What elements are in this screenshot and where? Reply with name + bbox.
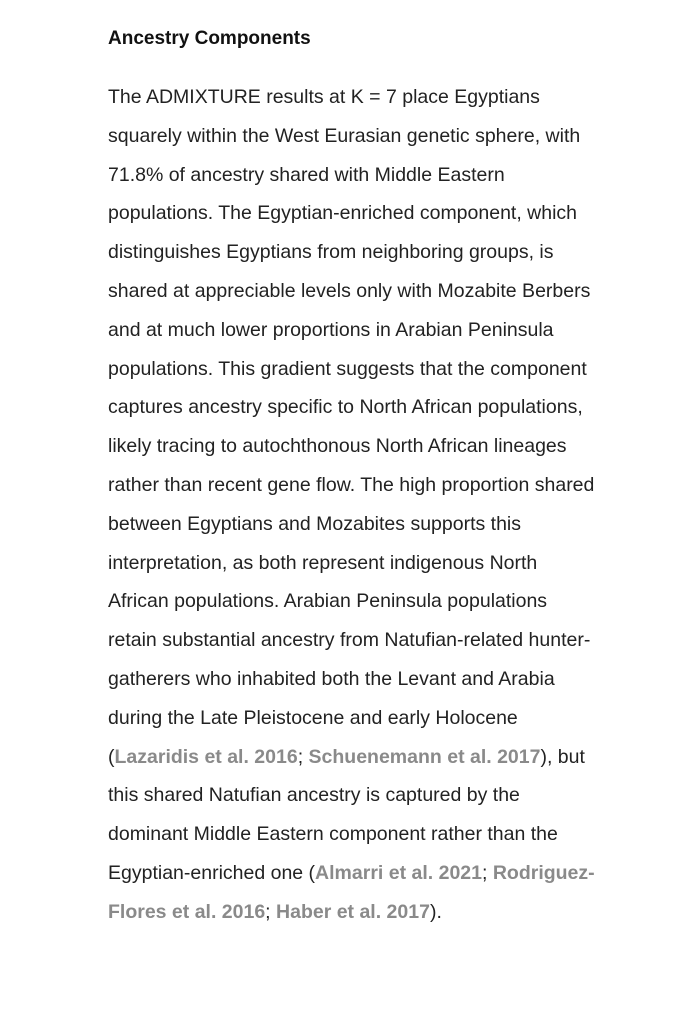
paragraph-text: ). [429,900,442,923]
section-heading: Ancestry Components [108,28,311,49]
citation-separator: ; [265,900,277,923]
citation-link[interactable]: Almarri et al. 2021 [315,861,482,884]
paragraph-text: The ADMIXTURE results at K = 7 place Egyptians squarely within the West Eurasian genetic sphere, with 71.8% of ancestry shared with Middle Eastern populations. The Egyptian-enriched component, which distinguishes Egyptians from neighboring groups, is shared at appreciable levels only with Mozabite Berbers and at much lower proportions in Arabian Peninsula populations. This gradient suggests that the component captures ancestry specific to North African populations, likely tracing to autochthonous North African lineages rather than recent gene flow. The high proportion shared between Egyptians and Mozabites supports this interpretation, as both represent indigenous North African populations. Arabian Peninsula populations retain substantial ancestry from Natufian-related hunter-gatherers who inhabited both the Levant and Arabia during the Late Pleistocene and early Holocene ( [108,86,595,768]
citation-separator: ; [481,861,493,884]
citation-link[interactable]: Schuenemann et al. 2017 [308,745,541,768]
citation-link[interactable]: Rodriguez-Flores et al. 2016 [108,861,595,923]
article-section [108,22,598,932]
paragraph-text: ), but this shared Natufian ancestry is captured by the dominant Middle Eastern component rather than the Egyptian-enriched one ( [108,745,585,884]
citation-link[interactable]: Lazaridis et al. 2016 [114,745,298,768]
citation-separator: ; [297,745,309,768]
body-paragraph [108,78,598,932]
citation-link[interactable]: Haber et al. 2017 [276,900,430,923]
